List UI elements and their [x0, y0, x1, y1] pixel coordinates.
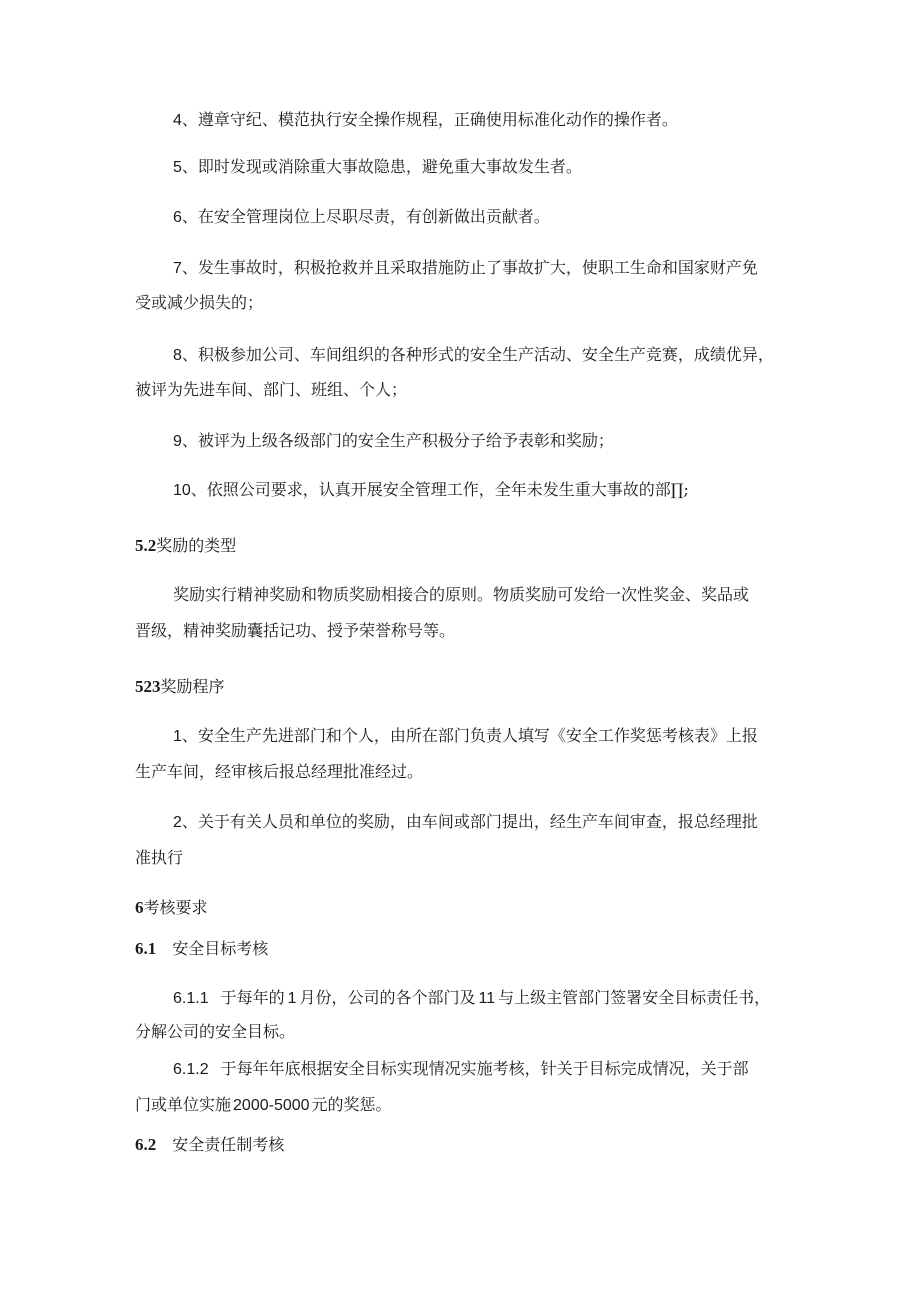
list-item-continuation: 准执行 — [135, 848, 184, 867]
clause-6-1-2: 6.1.2 于每年年底根据安全目标实现情况实施考核，针关于目标完成情况，关于部 — [173, 1059, 749, 1078]
list-item: 10、依照公司要求，认真开展安全管理工作，全年未发生重大事故的部∏; — [173, 480, 689, 499]
section-heading-5-2: 5.2奖励的类型 — [135, 536, 237, 555]
list-item: 2、关于有关人员和单位的奖励，由车间或部门提出，经生产车间审查，报总经理批 — [173, 812, 758, 831]
list-item: 6、在安全管理岗位上尽职尽责，有创新做出贡献者。 — [173, 207, 550, 226]
clause-continuation: 门或单位实施 2000-5000 元的奖惩。 — [135, 1095, 392, 1114]
list-item: 1、安全生产先进部门和个人，由所在部门负责人填写《安全工作奖惩考核表》上报 — [173, 726, 758, 745]
list-item: 5、即时发现或消除重大事故隐患，避免重大事故发生者。 — [173, 157, 582, 176]
list-item: 8、积极参加公司、车间组织的各种形式的安全生产活动、安全生产竞赛，成绩优异， — [173, 345, 774, 364]
paragraph: 奖励实行精神奖励和物质奖励相接合的原则。物质奖励可发给一次性奖金、奖品或 — [173, 585, 750, 604]
section-heading-6: 6考核要求 — [135, 898, 208, 917]
list-item: 9、被评为上级各级部门的安全生产积极分子给予表彰和奖励； — [173, 431, 614, 450]
clause-continuation: 分解公司的安全目标。 — [135, 1022, 296, 1041]
list-item-continuation: 受或减少损失的； — [135, 293, 264, 312]
clause-6-1-1: 6.1.1 于每年的 1 月份，公司的各个部门及 11 与上级主管部门签署安全目标责任书， — [173, 988, 771, 1007]
list-item-continuation: 生产车间，经审核后报总经理批准经过。 — [135, 762, 424, 781]
section-heading-5-2-3: 523奖励程序 — [135, 677, 225, 696]
section-heading-6-2: 6.2 安全责任制考核 — [135, 1135, 285, 1154]
list-item-continuation: 被评为先进车间、部门、班组、个人； — [135, 380, 408, 399]
list-item: 7、发生事故时，积极抢救并且采取措施防止了事故扩大，使职工生命和国家财产免 — [173, 258, 758, 277]
list-item: 4、遵章守纪、模范执行安全操作规程，正确使用标准化动作的操作者。 — [173, 110, 678, 129]
paragraph-continuation: 晋级，精神奖励囊括记功、授予荣誉称号等。 — [135, 621, 456, 640]
section-heading-6-1: 6.1 安全目标考核 — [135, 939, 269, 958]
